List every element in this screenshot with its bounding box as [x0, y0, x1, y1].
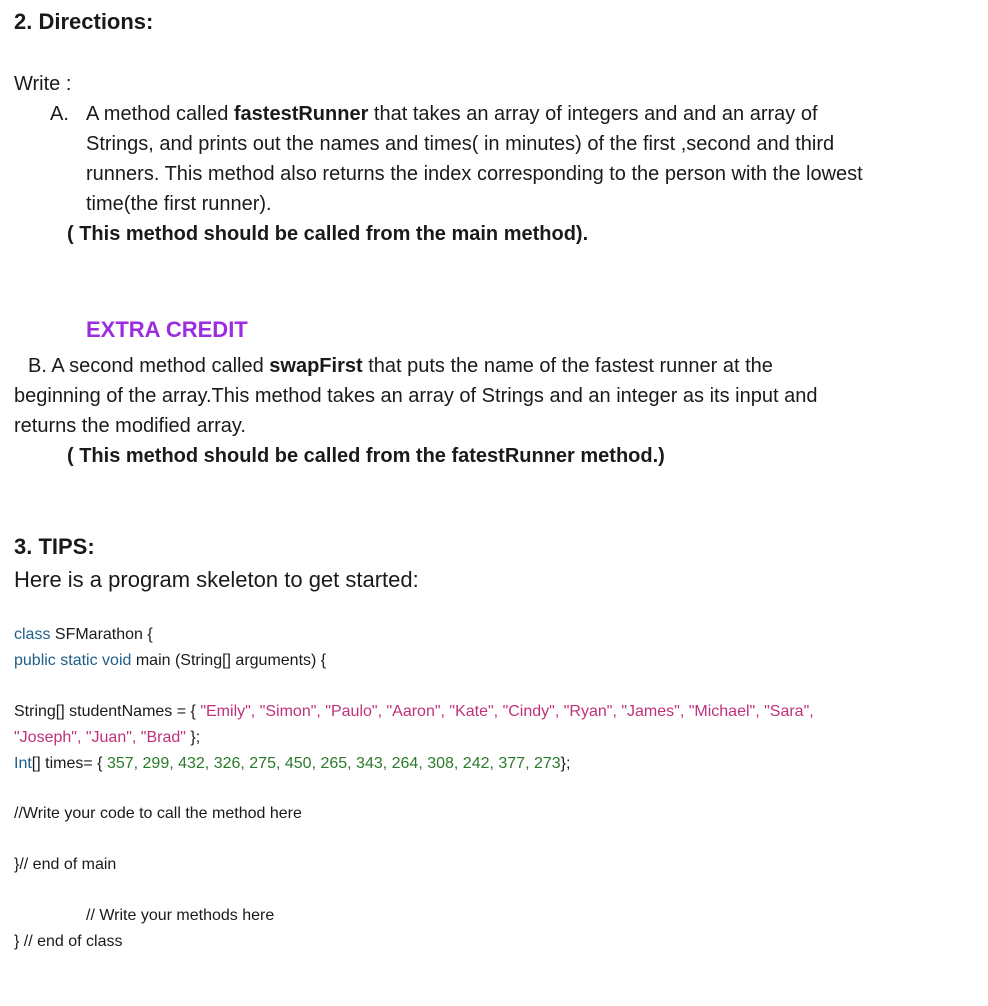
code-keyword-main: public static void [14, 652, 132, 669]
item-a-line-2: Strings, and prints out the names and times( in minutes) of the first ,second and third [86, 133, 835, 155]
code-line-class [14, 622, 153, 648]
code-times-values: 357, 299, 432, 326, 275, 450, 265, 343, 264, 308, 242, 377, 273 [106, 755, 561, 772]
code-class-name: SFMarathon { [50, 626, 153, 643]
extra-credit-heading: EXTRA CREDIT [86, 317, 248, 342]
item-a-line-4: time(the first runner). [86, 193, 272, 215]
write-label: Write : [14, 73, 72, 95]
item-a-line-3: runners. This method also returns the index corresponding to the person with the lowest [86, 163, 863, 185]
code-keyword-class: class [14, 626, 51, 643]
code-comment-methods: // Write your methods here [86, 907, 275, 924]
item-a-line-1 [86, 99, 818, 129]
item-b-line-3: returns the modified array. [14, 415, 246, 437]
item-a-marker: A. [50, 103, 69, 125]
item-b-line-2: beginning of the array.This method takes an array of Strings and an integer as its input and [14, 385, 818, 407]
code-names-values-1: "Emily", "Simon", "Paulo", "Aaron", "Kate", "Cindy", "Ryan", "James", "Michael", "Sara", [200, 703, 814, 720]
item-a-line-1-pre: A method called [86, 103, 234, 125]
code-line-main [14, 648, 326, 674]
code-end-class: } // end of class [14, 933, 123, 950]
item-a-line-1-post: that takes an array of integers and and an array of [368, 103, 818, 125]
code-times-end: }; [560, 755, 571, 772]
section-heading-tips: 3. TIPS: [14, 534, 95, 559]
item-b-line-1-post: that puts the name of the fastest runner at the [362, 355, 773, 377]
code-line-names-2 [14, 725, 200, 751]
code-names-declaration: String[] studentNames = { [14, 703, 201, 720]
code-line-names-1 [14, 699, 814, 725]
code-main-signature: main (String[] arguments) { [131, 652, 327, 669]
item-b-line-1 [28, 351, 773, 381]
item-a-note: ( This method should be called from the main method). [67, 223, 589, 245]
method-name-fastest-runner: fastestRunner [233, 103, 369, 125]
code-names-values-2: "Joseph", "Juan", "Brad" [14, 729, 186, 746]
method-name-swap-first: swapFirst [269, 355, 363, 377]
section-heading-directions: 2. Directions: [14, 9, 154, 34]
code-times-declaration: [] times= { [31, 755, 107, 772]
code-end-main: }// end of main [14, 856, 117, 873]
code-names-end: }; [185, 729, 201, 746]
code-line-times [14, 751, 570, 777]
tips-intro: Here is a program skeleton to get started: [14, 567, 419, 592]
code-comment-call: //Write your code to call the method here [14, 805, 302, 822]
item-b-note: ( This method should be called from the fatestRunner method.) [67, 445, 665, 467]
code-keyword-int: Int [14, 755, 32, 772]
item-b-line-1-pre: B. A second method called [28, 355, 270, 377]
